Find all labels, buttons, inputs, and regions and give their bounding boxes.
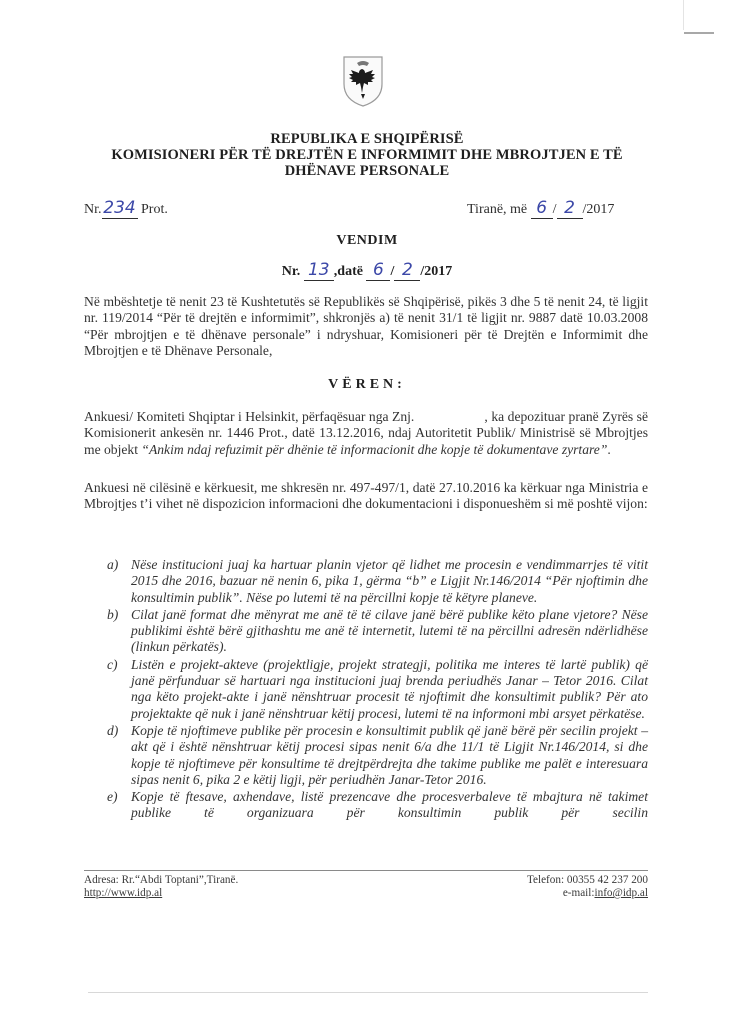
header-country: REPUBLIKA E SHQIPËRISË	[270, 131, 464, 147]
protocol-suffix: Prot.	[137, 202, 168, 217]
list-marker: b)	[107, 606, 119, 622]
complaint-object: “Ankim ndaj refuzimit për dhënie të informacionit dhe kopje të dokumentave zyrtare”	[141, 441, 608, 457]
email-label: e-mail:	[562, 887, 595, 899]
list-marker: a)	[107, 557, 119, 572]
header-institution: KOMISIONERI PËR TË DREJTËN E INFORMIMIT DHE MBROJTJEN E TË	[111, 147, 623, 163]
footer-email	[470, 887, 648, 900]
legal-basis-paragraph: Në mbështetje të nenit 23 të Kushtetutës së Republikës së Shqipërisë, pikës 3 dhe 5 të nenit 24, të ligjit nr. 119/2014 “Për të drejtën e informimit”, shkronjës a) të nenit 31/1 të ligjit nr. 9887 datë 10.03.2008 “Për mbrojtjen e të dhënave personale” i ndryshuar, Komisioneri për të Drejtën e Informimit dhe Mbrojtjen e të Dhënave Personale,	[84, 294, 648, 358]
albanian-coat-of-arms-icon	[340, 54, 386, 108]
footer-left	[84, 874, 238, 900]
list-item	[105, 723, 648, 788]
scan-artifact	[684, 32, 714, 34]
list-item	[105, 789, 648, 822]
list-item-text: Kopje të njoftimeve publike për procesin e konsultimit publik që janë bërë për secilin projekt – akt që i është nënshtruar këtij procesi sipas nenit 6/a dhe 11/1 të Ligjit Nr.146/2014, si dhe kopje të njoftimeve për konsultime të drejtpërdrejta dhe takime publike me palët e interesuara sipas nenit 6, pika 2 e këtij ligji, për periudhën Janar-Tetor 2016.	[131, 722, 648, 787]
date-separator: /	[552, 202, 557, 217]
footer-website-link[interactable]: http://www.idp.al	[84, 887, 163, 899]
complaint-end: .	[607, 441, 611, 457]
decision-nr-prefix: Nr.	[281, 264, 304, 279]
date-month-handwritten: 2	[557, 198, 583, 219]
header-institution-cont: DHËNAVE PERSONALE	[284, 163, 450, 179]
place-prefix: Tiranë, më	[467, 202, 531, 217]
date-year: /2017	[582, 202, 615, 217]
list-item-text: Nëse institucioni juaj ka hartuar planin vjetor që lidhet me procesin e vendimmarrjes të vitit 2015 dhe 2016, bazuar në nenin 6, pika 1, gërma “b” e Ligjit Nr.146/2014 “Për njoftimin dhe konsultimin publik”. Nëse po lutemi të na përcillni kopje të këtyre planeve.	[131, 557, 648, 605]
date-day-handwritten: 6	[531, 198, 553, 219]
section-heading-veren: VËREN:	[328, 377, 406, 392]
request-paragraph: Ankuesi në cilësinë e kërkuesit, me shkresën nr. 497-497/1, datë 27.10.2016 ka kërkuar nga Ministria e Mbrojtjes t’i vihet në dispozicion informacioni dhe dokumentacioni i disponueshëm si më poshtë vijon:	[84, 480, 648, 512]
decision-title: VENDIM	[336, 233, 398, 248]
footer-email-link[interactable]: info@idp.al	[594, 887, 648, 899]
place-date	[467, 198, 614, 219]
date-separator: /	[390, 264, 395, 279]
complaint-paragraph	[84, 409, 652, 458]
list-item-text: Listën e projekt-akteve (projektligje, projekt strategji, politika me interes të lartë publik) që janë përfunduar së hartuari nga institucioni juaj brenda periudhës Janar – Tetor 2016. Cilat nga këto projekt-akte i janë nënshtruar procesit të njoftimit dhe konsultimit publik? Për ato projektakte që nuk i janë nënshtruar këtij procesi, lutemi të na informoni mbi arsyet përkatëse.	[131, 656, 648, 721]
list-item-text: Kopje të ftesave, axhendave, listë prezencave dhe procesverbaleve të mbajtura në takimet publike të organizuara për konsultimin publik për secilin	[131, 789, 648, 821]
scan-artifact	[88, 992, 648, 993]
decision-nr-handwritten: 13	[304, 260, 334, 281]
list-item	[105, 557, 648, 606]
decision-month-handwritten: 2	[394, 260, 420, 281]
request-list	[105, 557, 648, 823]
protocol-number-handwritten: 234	[103, 198, 136, 218]
decision-year: /2017	[420, 264, 453, 279]
list-item	[105, 657, 648, 722]
footer-right	[470, 874, 648, 900]
list-marker: e)	[107, 789, 118, 805]
protocol-prefix: Nr.	[84, 202, 102, 217]
scan-artifact	[683, 0, 684, 30]
complaint-text: Ankuesi/ Komiteti Shqiptar i Helsinkit, përfaqësuar nga Znj. , ka depozituar pranë Zyrës së Komisionerit ankesën nr. 1446 Prot., datë 13.12.2016, ndaj Autoritetit Publik/ Ministrisë së Mbrojtjes me objekt	[84, 409, 652, 457]
decision-number	[0, 260, 734, 281]
footer-address: Adresa: Rr.“Abdi Toptani”,Tiranë.	[84, 874, 239, 886]
list-item	[105, 607, 648, 656]
list-marker: c)	[107, 656, 118, 672]
decision-date-prefix: ,datë	[333, 264, 367, 279]
decision-day-handwritten: 6	[366, 260, 390, 281]
protocol-number	[84, 198, 168, 219]
list-item-text: Cilat janë format dhe mënyrat me anë të të cilave janë bërë publike këto plane vjetore? Nëse publikimi është bërë gjithashtu me anë të internetit, lutemi të na përcillni adresën ndërlidhëse (linkun përkatës).	[131, 606, 648, 655]
footer-divider	[84, 870, 648, 871]
list-marker: d)	[107, 722, 119, 738]
footer-phone: Telefon: 00355 42 237 200	[526, 874, 648, 886]
